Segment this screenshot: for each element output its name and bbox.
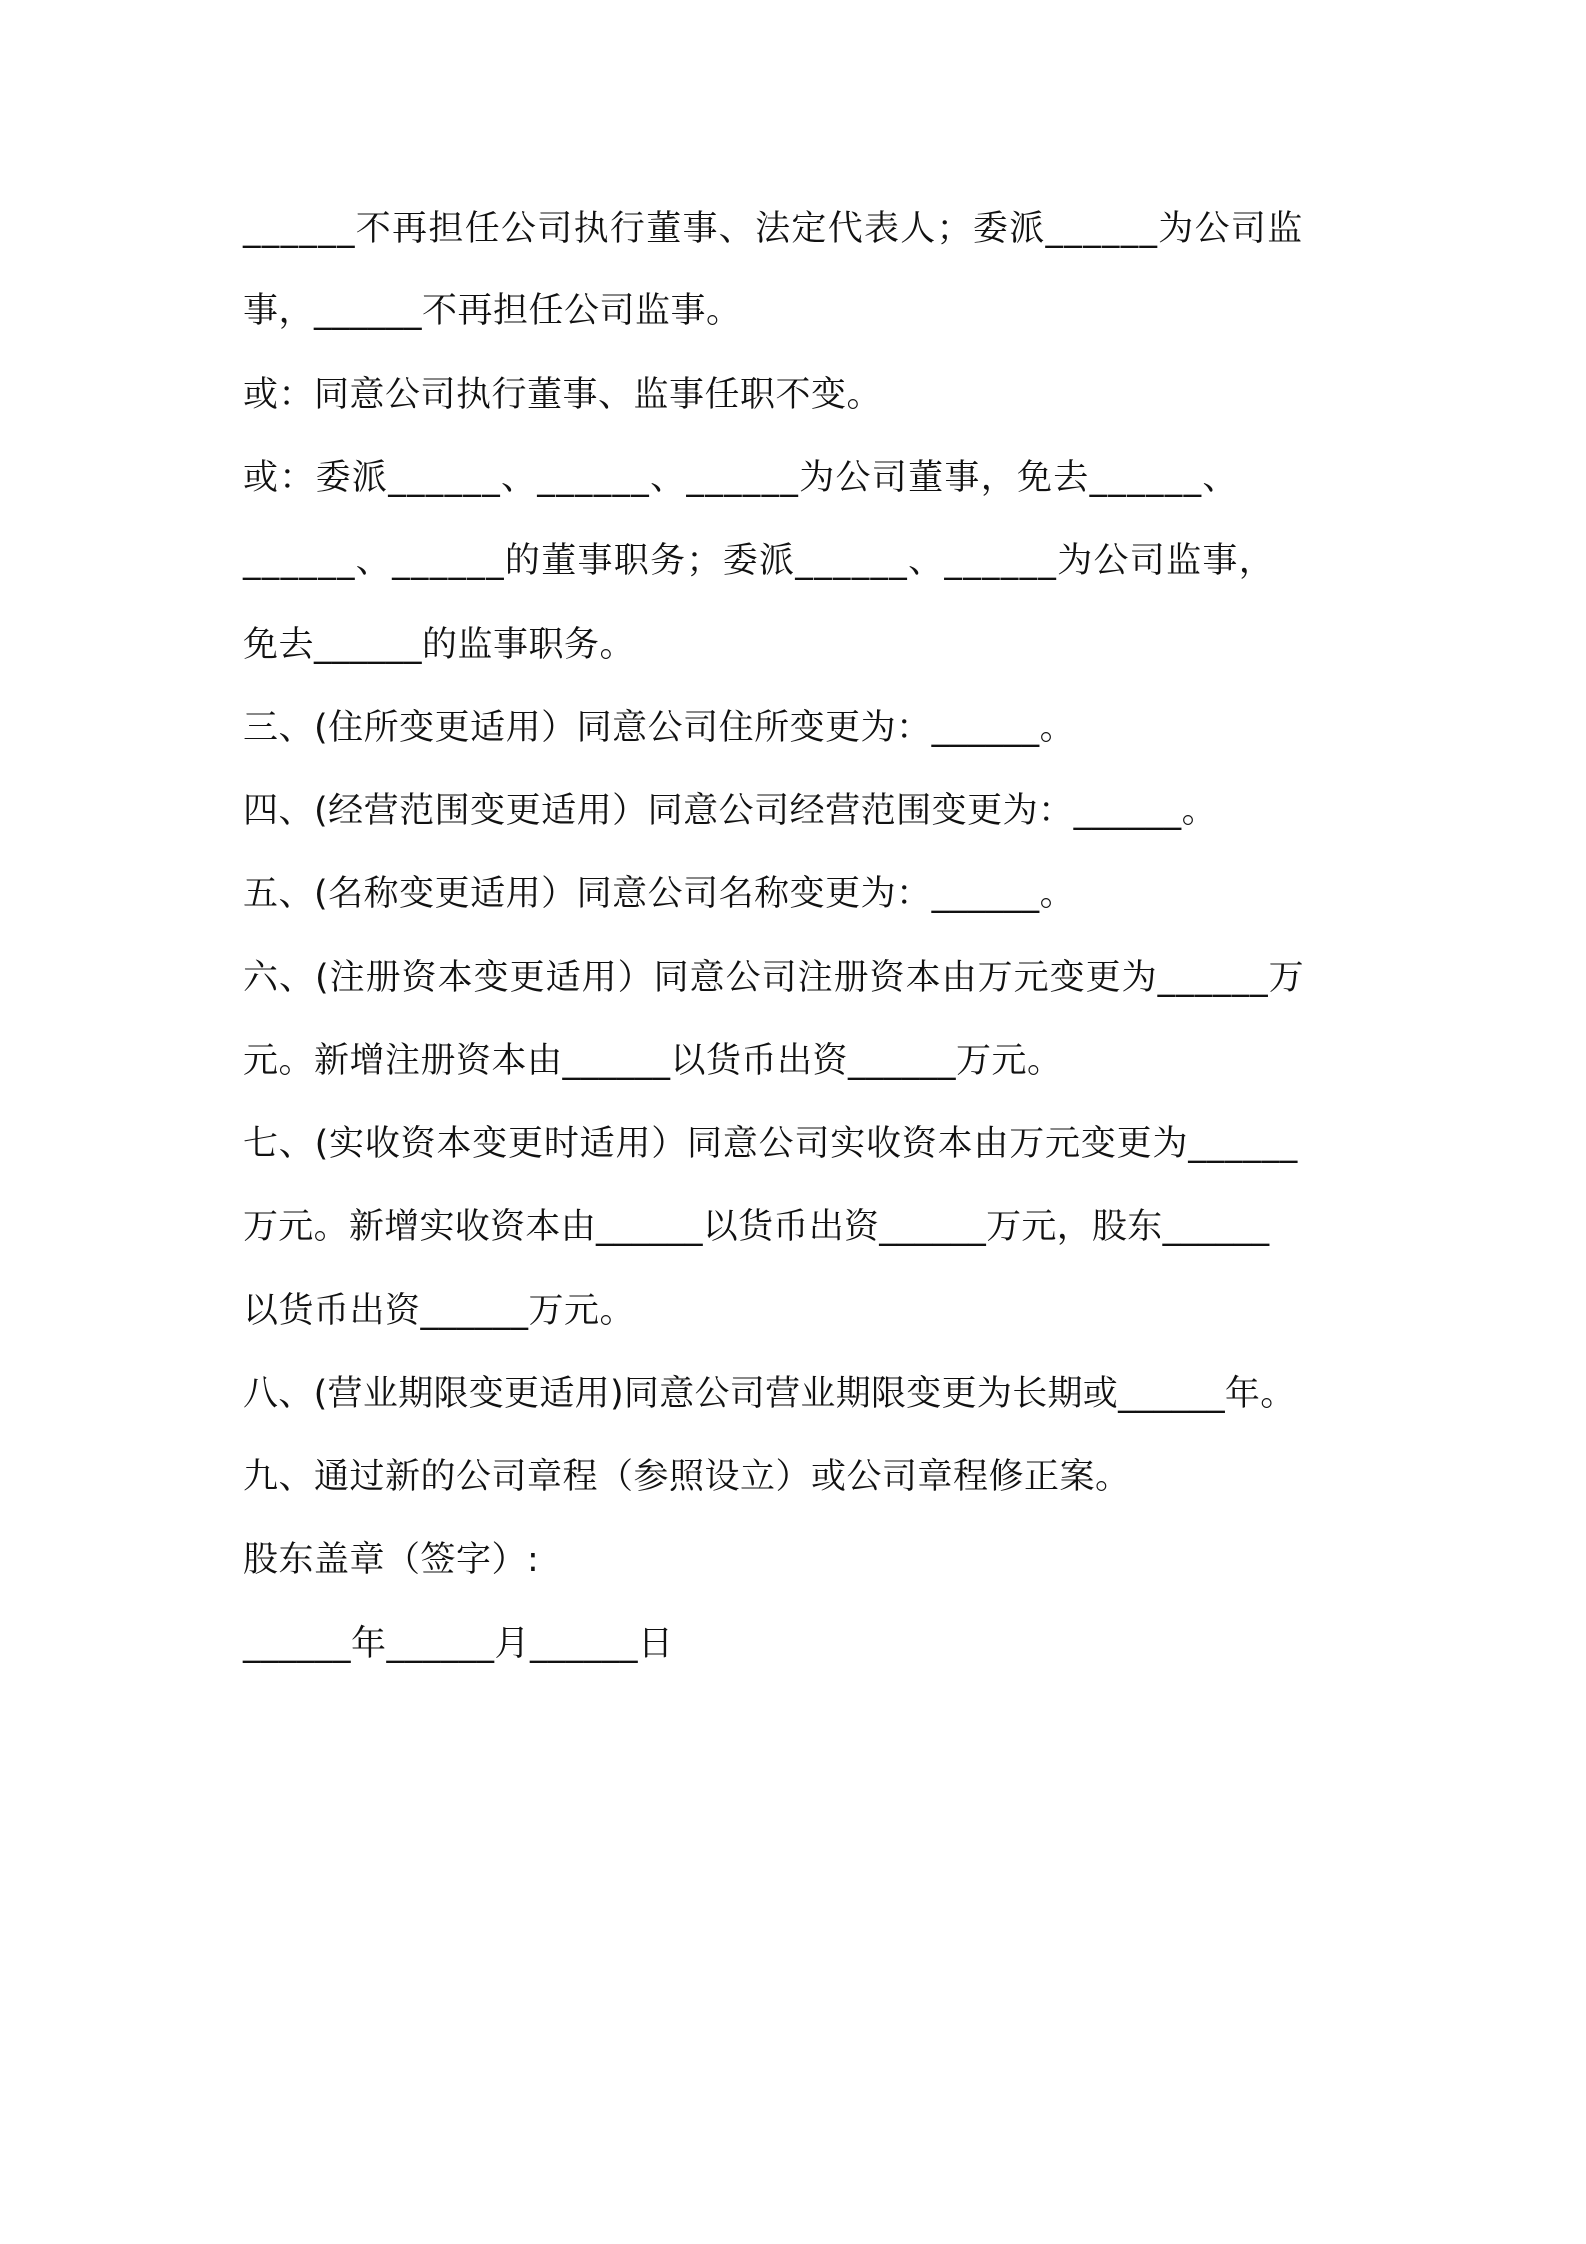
- text-line-12: 七、(实收资本变更时适用）同意公司实收资本由万元变更为______: [243, 1124, 1299, 1164]
- text-line-7: 三、(住所变更适用）同意公司住所变更为：______。: [243, 708, 1076, 748]
- text-line-1: ______不再担任公司执行董事、法定代表人；委派______为公司监: [243, 209, 1304, 249]
- text-line-3: 或：同意公司执行董事、监事任职不变。: [243, 375, 883, 415]
- text-line-11: 元。新增注册资本由______以货币出资______万元。: [243, 1041, 1063, 1081]
- text-line-4: 或：委派______、______、______为公司董事，免去______、: [243, 458, 1239, 498]
- text-line-5: ______、______的董事职务；委派______、______为公司监事，: [243, 541, 1276, 581]
- text-line-10: 六、(注册资本变更适用）同意公司注册资本由万元变更为______万: [243, 958, 1305, 998]
- text-line-16: 九、通过新的公司章程（参照设立）或公司章程修正案。: [243, 1457, 1131, 1497]
- text-line-15: 八、(营业期限变更适用)同意公司营业期限变更为长期或______年。: [243, 1374, 1296, 1414]
- text-line-14: 以货币出资______万元。: [243, 1291, 636, 1331]
- text-line-9: 五、(名称变更适用）同意公司名称变更为：______。: [243, 874, 1076, 914]
- text-line-18: ______年______月______日: [243, 1624, 674, 1664]
- text-line-6: 免去______的监事职务。: [243, 625, 636, 665]
- text-line-8: 四、(经营范围变更适用）同意公司经营范围变更为：______。: [243, 791, 1218, 831]
- text-line-13: 万元。新增实收资本由______以货币出资______万元，股东______: [243, 1207, 1270, 1247]
- text-line-2: 事，______不再担任公司监事。: [243, 291, 742, 331]
- text-line-17: 股东盖章（签字）:: [243, 1540, 540, 1580]
